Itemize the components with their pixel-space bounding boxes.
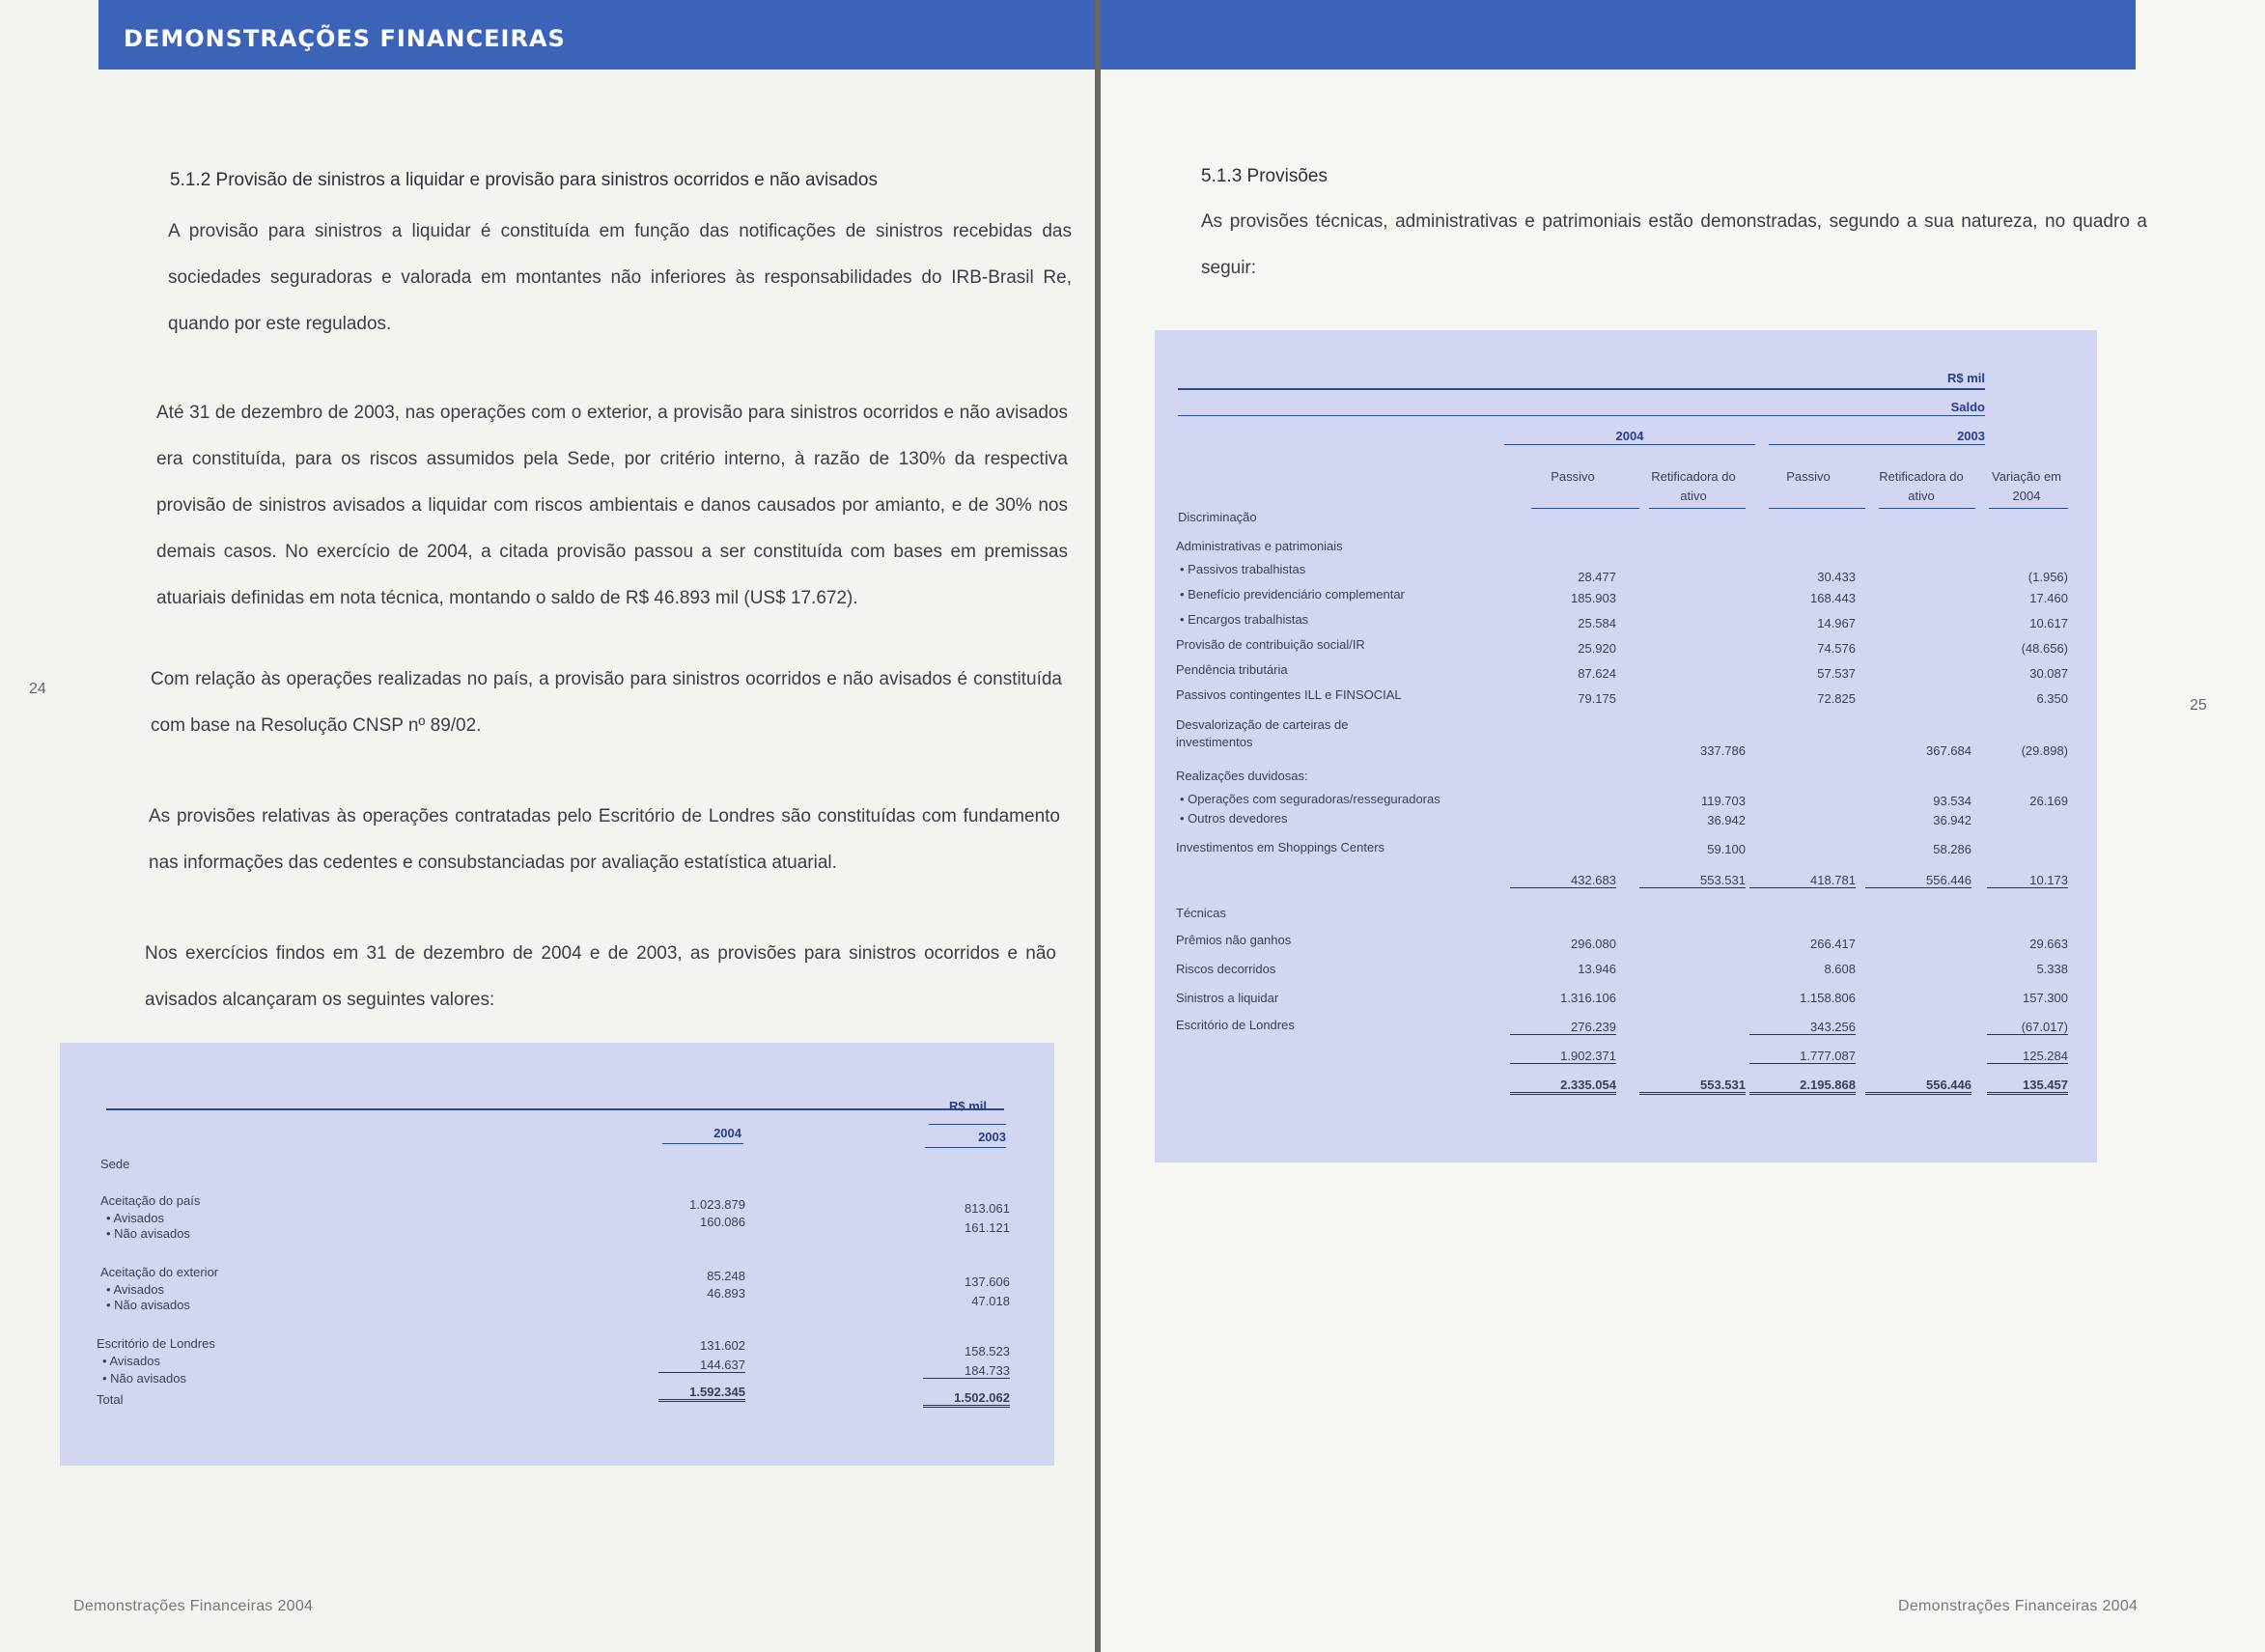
header-band [98,0,1095,70]
table-cell-p04: 1.316.106 [1560,991,1616,1005]
right-page [1101,0,2265,1652]
table-row-label: • Benefício previdenciário complementar [1180,587,1405,602]
table-row-label: Riscos decorridos [1176,962,1276,976]
table-row-label: Realizações duvidosas: [1176,769,1308,783]
table-cell-p04: 2.335.054 [1510,1078,1616,1095]
page-number: 25 [2190,697,2207,714]
col-rule [1879,508,1975,509]
table-cell-var: 157.300 [2023,991,2068,1005]
table-row-label: Aceitação do país [100,1193,201,1208]
table-cell-p04: 13.946 [1578,962,1616,976]
table-cell-p04: 432.683 [1510,873,1616,888]
table-cell-2004: 1.592.345 [658,1385,745,1402]
table-row-label: Sinistros a liquidar [1176,991,1279,1005]
paragraph-1: A provisão para sinistros a liquidar é constituída em função das notificações de sinistros recebidas das sociedades seguradoras e valorada em montantes não inferiores às responsabilidades do IRB-Brasil Re, quando por este regulados. [168,221,1072,334]
table-cell-p03: 1.158.806 [1800,991,1856,1005]
table-cell-2004: 144.637 [658,1358,745,1373]
table-cell-2003: 137.606 [965,1274,1010,1289]
table-cell-p03: 418.781 [1749,873,1856,888]
table-cell-p04: 79.175 [1578,691,1616,706]
table-row-label: • Não avisados [102,1371,186,1386]
table-row-label: Investimentos em Shoppings Centers [1176,840,1385,854]
col-rule [1989,508,2068,509]
table-row-label: Escritório de Londres [1176,1018,1295,1032]
table-cell-2003: 47.018 [971,1294,1010,1308]
table-cell-2004: 131.602 [700,1338,745,1353]
discriminacao-label: Discriminação [1178,510,1257,524]
table-row-label: • Operações com seguradoras/resseguradoras [1180,792,1440,806]
year-2004-header: 2004 [1615,429,1644,443]
table-cell-r03: 58.286 [1933,842,1971,856]
section-title-5-1-3: 5.1.3 Provisões [1201,166,1328,186]
footer: Demonstrações Financeiras 2004 [73,1598,314,1614]
table-cell-var: (29.898) [2021,743,2068,758]
table-cell-var: (1.956) [2027,570,2068,584]
table-cell-p03: 8.608 [1824,962,1856,976]
table-cell-2004: 1.023.879 [689,1197,745,1212]
table-cell-p03: 72.825 [1817,691,1856,706]
table-cell-r04: 553.531 [1639,873,1746,888]
table-cell-var: 30.087 [2029,666,2068,681]
table-cell-var: 125.284 [1987,1049,2068,1064]
unit-rule [929,1124,1006,1125]
section-title-5-1-2: 5.1.2 Provisão de sinistros a liquidar e provisão para sinistros ocorridos e não avisados [170,170,878,190]
table-cell-r04: 36.942 [1707,813,1746,827]
paragraph-4: As provisões relativas às operações contratadas pelo Escritório de Londres são constituídas com fundamento nas informações das cedentes e consubstanciadas por avaliação estatística atuarial. [149,806,1060,873]
saldo-label: Saldo [1950,400,1985,414]
table-cell-2003: 1.502.062 [923,1390,1010,1408]
year-2003-header: 2003 [1957,429,1985,443]
table-row-label: Provisão de contribuição social/IR [1176,637,1365,652]
footer: Demonstrações Financeiras 2004 [1898,1598,2139,1614]
table-row-label: • Avisados [102,1354,160,1368]
table-row-label: • Outros devedores [1180,811,1288,826]
table-cell-p03: 2.195.868 [1749,1078,1856,1095]
table-row-label: Administrativas e patrimoniais [1176,539,1343,553]
table-cell-r04: 119.703 [1700,794,1746,808]
table-cell-var: 10.173 [1987,873,2068,888]
col-2004-header: 2004 [713,1126,741,1140]
table-row-label: • Não avisados [106,1226,190,1241]
table-row-label: Escritório de Londres [97,1336,215,1351]
table-cell-p04: 276.239 [1510,1020,1616,1035]
table-cell-r04: 337.786 [1700,743,1746,758]
table-cell-r03: 93.534 [1933,794,1971,808]
table-cell-p03: 30.433 [1817,570,1856,584]
provisoes-table [1155,330,2097,1162]
table-cell-2003: 161.121 [965,1220,1010,1235]
table-row-label: Aceitação do exterior [100,1265,219,1279]
table-cell-r03: 367.684 [1926,743,1971,758]
table-cell-r04: 59.100 [1707,842,1746,856]
table-cell-2004: 160.086 [700,1215,745,1229]
page-number: 24 [29,681,46,697]
table-cell-r04: 553.531 [1639,1078,1746,1095]
header-title: DEMONSTRAÇÕES FINANCEIRAS [124,25,566,52]
table-cell-p03: 266.417 [1810,937,1856,951]
table-cell-p04: 87.624 [1578,666,1616,681]
table-cell-var: 29.663 [2029,937,2068,951]
col-passivo-2004: Passivo [1551,469,1595,484]
table-row-label: • Passivos trabalhistas [1180,562,1306,576]
table-cell-r03: 556.446 [1865,1078,1971,1095]
col-variacao: Variação em 2004 [1991,469,2061,503]
year-2003-rule [1769,444,1985,445]
col-2003-rule [925,1147,1006,1148]
table-cell-p04: 1.902.371 [1510,1049,1616,1064]
col-rule [1531,508,1639,509]
table-cell-var: 6.350 [2036,691,2068,706]
table-cell-var: (67.017) [1987,1020,2068,1035]
unit-label: R$ mil [948,1099,987,1113]
table-row-label: • Avisados [106,1211,164,1225]
col-passivo-2003: Passivo [1786,469,1831,484]
header-band-right [1101,0,2136,70]
table-cell-p04: 28.477 [1578,570,1616,584]
left-page [0,0,1095,1652]
sinistros-table [60,1043,1054,1466]
col-rule [1649,508,1746,509]
col-retificadora-2003: Retificadora do ativo [1879,469,1964,503]
unit-label: R$ mil [1946,371,1985,385]
table-top-rule [1178,388,1985,390]
table-cell-p03: 343.256 [1749,1020,1856,1035]
table-cell-p04: 25.920 [1578,641,1616,656]
table-cell-r03: 36.942 [1933,813,1971,827]
table-row-label: Pendência tributária [1176,662,1288,677]
table-row-label: Passivos contingentes ILL e FINSOCIAL [1176,687,1402,702]
paragraph-3: Com relação às operações realizadas no país, a provisão para sinistros ocorridos e não avisados é constituída com base na Resolução CNSP nº 89/02. [151,669,1062,736]
table-cell-2003: 184.733 [923,1363,1010,1379]
table-row-label: Técnicas [1176,906,1227,920]
year-2004-rule [1504,444,1755,445]
table-row-label: • Não avisados [106,1298,190,1312]
table-cell-var: 10.617 [2029,616,2068,630]
table-cell-r03: 556.446 [1865,873,1971,888]
table-row-label: • Avisados [106,1282,164,1297]
table-cell-var: 26.169 [2029,794,2068,808]
table-cell-2003: 158.523 [965,1344,1010,1358]
table-cell-var: (48.656) [2021,641,2068,656]
paragraph-2: Até 31 de dezembro de 2003, nas operações com o exterior, a provisão para sinistros ocorridos e não avisados era constituída, para os riscos assumidos pela Sede, por critério interno, à razão de 130% da respectiva provisão de sinistros avisados a liquidar com riscos ambientais e danos causados por amianto, e de 30% nos demais casos. No exercício de 2004, a citada provisão passou a ser constituída com bases em premissas atuariais definidas em nota técnica, montando o saldo de R$ 46.893 mil (US$ 17.672). [156,403,1068,608]
table-row-label: Prêmios não ganhos [1176,933,1292,947]
col-rule [1769,508,1865,509]
table-row-label: Desvalorização de carteiras de investimentos [1176,717,1349,749]
table-cell-2003: 813.061 [965,1201,1010,1216]
table-cell-var: 17.460 [2029,591,2068,605]
paragraph-provisoes: As provisões técnicas, administrativas e patrimoniais estão demonstradas, segundo a sua natureza, no quadro a seguir: [1201,211,2147,278]
table-cell-p03: 74.576 [1817,641,1856,656]
table-cell-p03: 14.967 [1817,616,1856,630]
table-cell-2004: 46.893 [707,1286,745,1301]
table-cell-p03: 57.537 [1817,666,1856,681]
table-cell-2004: 85.248 [707,1269,745,1283]
paragraph-5: Nos exercícios findos em 31 de dezembro de 2004 e de 2003, as provisões para sinistros ocorridos e não avisados alcançaram os seguintes valores: [145,943,1056,1010]
col-2003-header: 2003 [978,1130,1006,1144]
saldo-rule [1178,415,1985,416]
table-cell-var: 135.457 [1987,1078,2068,1095]
table-row-label: Total [97,1392,124,1407]
col-retificadora-2004: Retificadora do ativo [1651,469,1736,503]
table-row-label: Sede [100,1157,130,1171]
table-cell-p04: 185.903 [1571,591,1616,605]
table-cell-p03: 168.443 [1810,591,1856,605]
table-row-label: • Encargos trabalhistas [1180,612,1309,627]
table-cell-p03: 1.777.087 [1749,1049,1856,1064]
table-cell-p04: 296.080 [1571,937,1616,951]
table-cell-var: 5.338 [2036,962,2068,976]
table-cell-p04: 25.584 [1578,616,1616,630]
col-2004-rule [662,1143,743,1144]
